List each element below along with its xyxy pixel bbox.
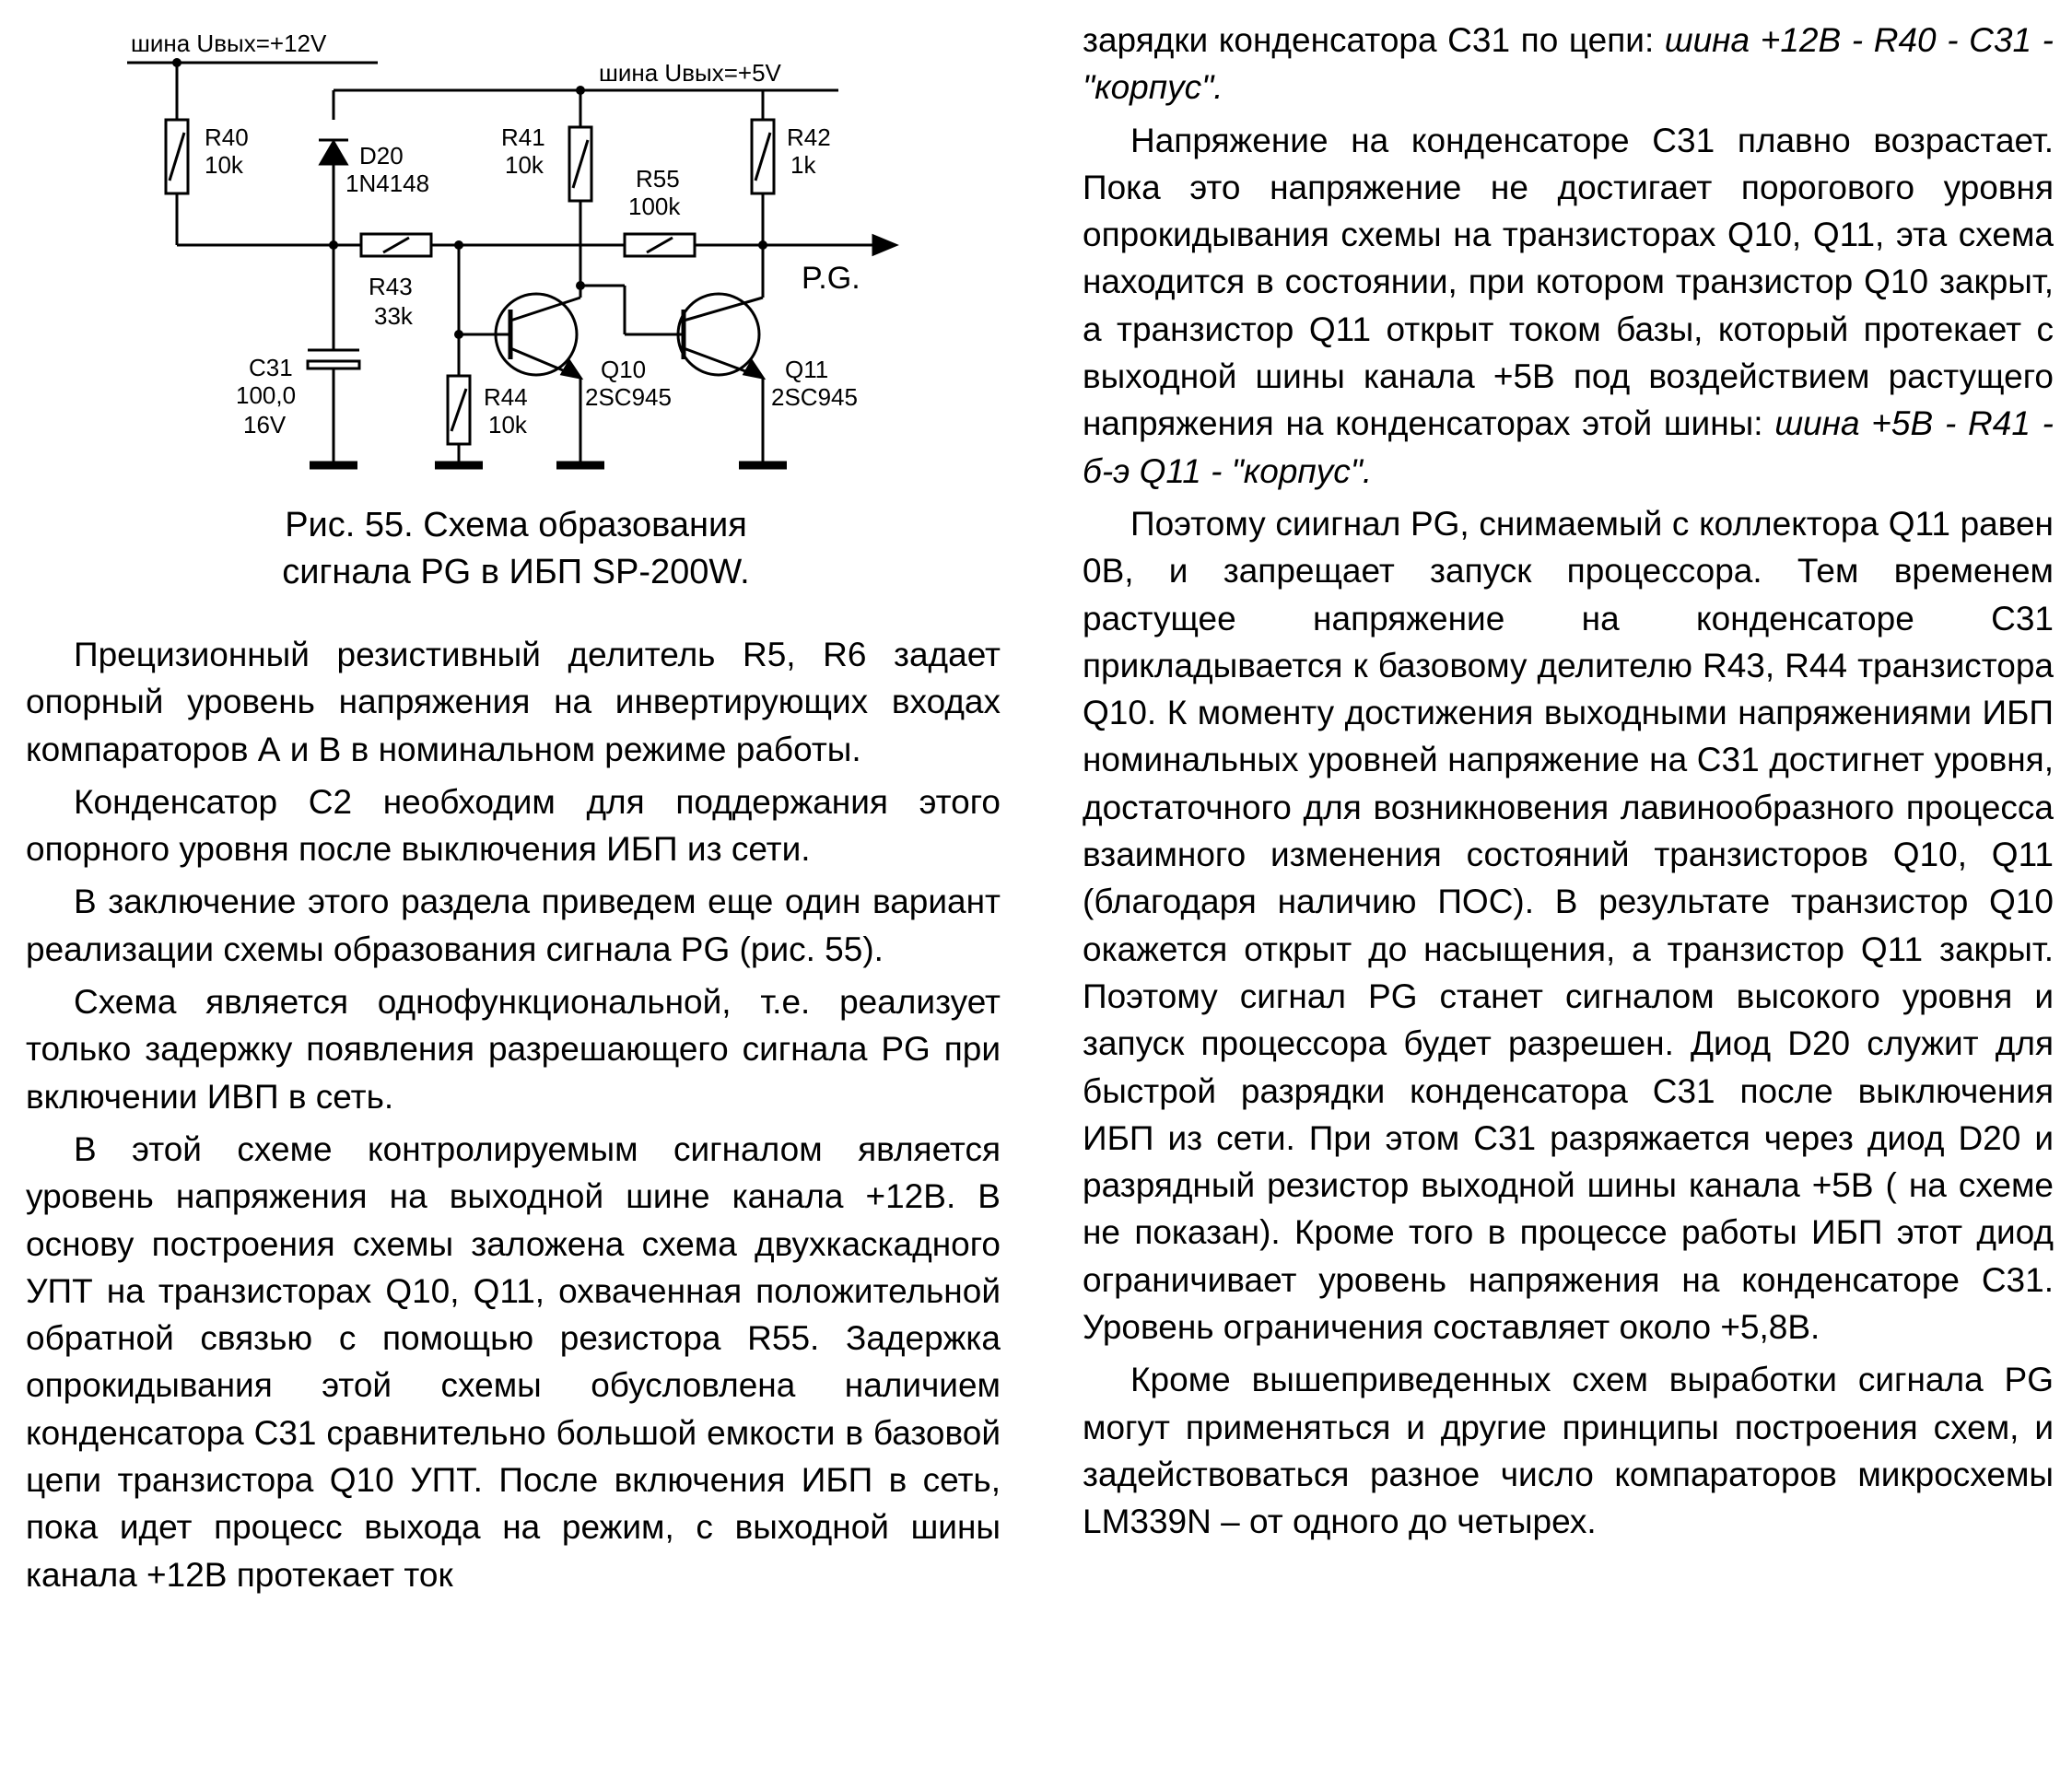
paragraph: Кроме вышеприведенных схем выработки сигнала PG могут применяться и другие принципы построения схем, и задействоваться разное число компараторов микросхемы LM339N – от одного до четырех.: [1083, 1361, 2054, 1541]
label-r42-value: 1k: [790, 151, 816, 179]
label-bus-12v: шина Uвых=+12V: [131, 29, 327, 57]
label-q10-value: 2SC945: [585, 383, 672, 411]
paragraph-text: Напряжение на конденсаторе С31 плавно возрастает. Пока это напряжение не достигает порогового уровня опрокидывания схемы на транзисторах Q10, Q11, эта схема находится в состоянии, при котором транзистор Q10 закрыт, а транзистор Q11 открыт током базы, который протекает с выходной шины канала +5В под воздействием растущего напряжения на конденсаторах этой шины:: [1083, 121, 2054, 443]
label-r44-name: R44: [484, 383, 528, 411]
paragraph: В этой схеме контролируемым сигналом является уровень напряжения на выходной шине канала +12В. В основу построения схемы заложена схема двухкаскадного УПТ на транзисторах Q10, Q11, охваченная положительной обратной связью с помощью резистора R55. Задержка опрокидывания этой схемы обусловлена наличием конденсатора С31 сравнительно большой емкости в базовой цепи транзистора Q10 УПТ. После включения ИБП в сеть, пока идет процесс выхода на режим, с выходной шины канала +12В протекает ток: [26, 1129, 1001, 1594]
label-r42-name: R42: [787, 123, 831, 151]
paragraph: Поэтому сиигнал PG, снимаемый с коллектора Q11 равен 0В, и запрещает запуск процессора. Тем временем растущее напряжение на конденсаторе С31 прикладывается к базовому делителю R43, R44 транзистора Q10. К моменту достижения выходными напряжениями ИБП номинальных уровней напряжение на С31 достигнет уровня, достаточного для возникновения лавинообразного процесса взаимного изменения состояний транзисторов Q10, Q11 (благодаря наличию ПОС). В результате транзистор Q10 окажется открыт до насыщения, а транзистор Q11 закрыт. Поэтому сигнал PG станет сигналом высокого уровня и запуск процессора будет разрешен. Диод D20 служит для быстрой разрядки конденсатора С31 после выключения ИБП из сети. При этом С31 разряжается через диод D20 и разрядный резистор выходной шины канала +5В ( на схеме не показан). Кроме того в процессе работы ИБП этот диод ограничивает уровень напряжения на конденсаторе С31. Уровень ограничения составляет около +5,8В.: [1083, 504, 2054, 1347]
label-r55-value: 100k: [628, 193, 681, 220]
label-q11-value: 2SC945: [771, 383, 858, 411]
caption-line-2: сигнала PG в ИБП SP-200W.: [282, 553, 750, 591]
right-text-column: [1083, 17, 2054, 1551]
figure-caption: [221, 502, 811, 596]
label-d20-value: 1N4148: [345, 170, 430, 197]
caption-line-1: Рис. 55. Схема образования: [285, 506, 747, 544]
label-r55-name: R55: [636, 165, 680, 193]
paragraph: Прецизионный резистивный делитель R5, R6 задает опорный уровень напряжения на инвертирующих входах компараторов А и В в номинальном режиме работы.: [26, 636, 1001, 768]
transistor-q11: [678, 294, 759, 375]
label-c31-name: C31: [249, 354, 293, 381]
paragraph-text: зарядки конденсатора С31 по цепи:: [1083, 21, 1665, 59]
left-text-column: [26, 631, 1001, 1604]
paragraph: В заключение этого раздела приведем еще один вариант реализации схемы образования сигнала PG (рис. 55).: [26, 883, 1001, 968]
label-r44-value: 10k: [488, 411, 527, 439]
label-d20-name: D20: [359, 142, 404, 170]
label-r43-name: R43: [369, 273, 413, 300]
label-pg-output: P.G.: [802, 261, 860, 296]
paragraph: Схема является однофункциональной, т.е. реализует только задержку появления разрешающего сигнала PG при включении ИВП в сеть.: [26, 983, 1001, 1116]
label-c31-voltage: 16V: [243, 411, 287, 439]
diode-d20: [321, 142, 346, 164]
paragraph: Конденсатор С2 необходим для поддержания этого опорного уровня после выключения ИБП из сети.: [26, 782, 1001, 869]
circuit-path: шина +12В - R40 - C31 - "корпус".: [1083, 21, 2054, 107]
label-bus-5v: шина Uвых=+5V: [599, 59, 781, 87]
paragraph: [1083, 117, 2054, 495]
label-r41-name: R41: [501, 123, 545, 151]
label-q11-name: Q11: [785, 356, 829, 383]
label-r41-value: 10k: [505, 151, 544, 179]
pg-output-arrow: [873, 236, 896, 254]
label-r43-value: 33k: [374, 302, 413, 330]
label-q10-name: Q10: [601, 356, 647, 383]
paragraph: [1083, 17, 2054, 111]
label-r40-name: R40: [205, 123, 249, 151]
label-c31-value: 100,0: [236, 381, 297, 409]
label-r40-value: 10k: [205, 151, 243, 179]
pg-circuit-schematic: [120, 17, 949, 486]
circuit-path: шина +5В - R41 - б-э Q11 - "корпус".: [1083, 404, 2054, 490]
